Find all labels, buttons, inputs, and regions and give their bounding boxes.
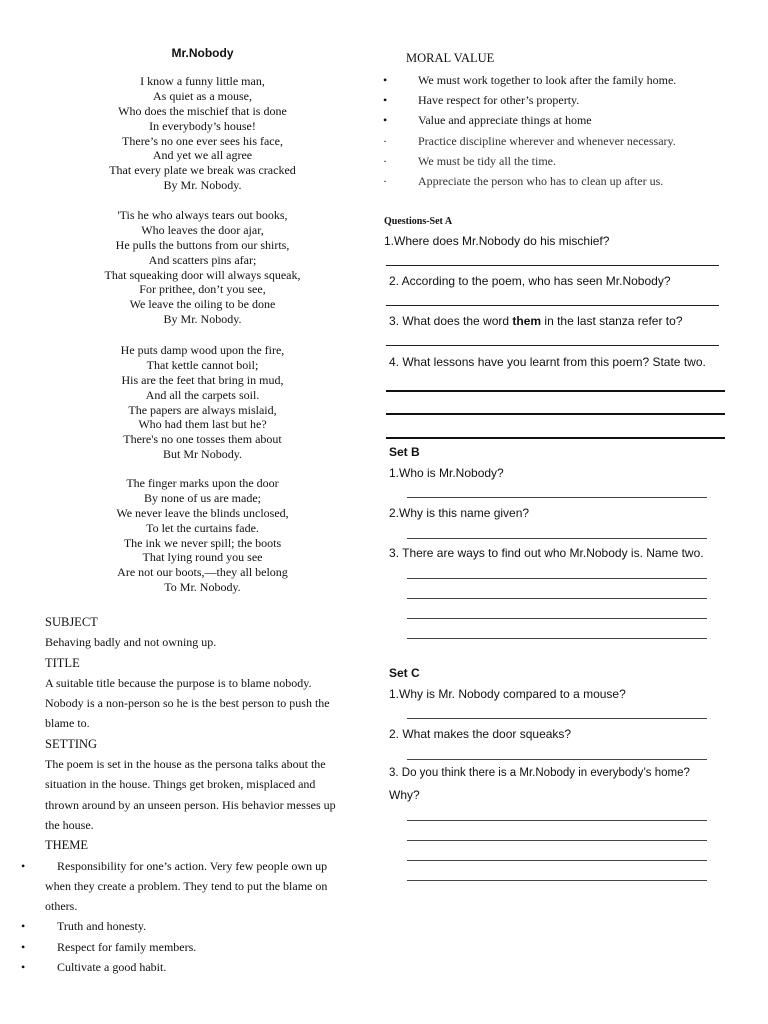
answer-line[interactable]: [386, 437, 725, 439]
poem-line: By Mr. Nobody.: [163, 178, 242, 193]
poem-line: That lying round you see: [142, 550, 263, 565]
poem-line: His are the feet that bring in mud,: [121, 372, 284, 387]
answer-line[interactable]: [386, 413, 725, 415]
bullet-icon: •: [383, 93, 388, 108]
title-text: blame to.: [45, 716, 90, 731]
poem-stanza-2: [0, 208, 405, 327]
theme-bullet-text: Cultivate a good habit.: [57, 960, 167, 975]
bullet-icon: •: [383, 73, 388, 87]
question-keyword: them: [512, 314, 542, 328]
moral-item: [383, 90, 753, 110]
answer-line[interactable]: [407, 718, 707, 719]
questions-heading: Questions-Set A: [384, 216, 453, 227]
theme-bullet-item: [21, 856, 360, 876]
moral-item: [383, 131, 753, 151]
poem-line: Are not our boots,—they all belong: [117, 565, 288, 580]
moral-item-text: Value and appreciate things at home: [418, 113, 592, 128]
moral-item-text: We must be tidy all the time.: [418, 153, 557, 168]
answer-line[interactable]: [386, 305, 719, 306]
question-a4: 4. What lessons have you learnt from this poem? State two.: [389, 355, 706, 369]
setting-text: The poem is set in the house as the persona talks about the: [45, 757, 326, 772]
moral-item: [383, 151, 753, 171]
bullet-icon: •: [21, 960, 26, 975]
question-text: 3. What does the word: [389, 314, 513, 328]
setting-text: the house.: [45, 817, 94, 832]
poem-line: There's no one tosses them about: [123, 432, 282, 447]
moral-item-text: Appreciate the person who has to clean up after us.: [418, 173, 664, 188]
moral-value-heading: MORAL VALUE: [406, 51, 495, 65]
moral-item: [383, 110, 753, 130]
subject-text: Behaving badly and not owning up.: [45, 635, 217, 650]
title-text: A suitable title because the purpose is to blame nobody.: [45, 675, 312, 690]
theme-heading: THEME: [45, 838, 89, 853]
poem-line: The papers are always mislaid,: [128, 402, 277, 417]
poem-line: That squeaking door will always squeak,: [104, 267, 301, 282]
set-b-heading: Set B: [389, 445, 420, 459]
moral-value-list: [383, 70, 753, 191]
bullet-icon: •: [383, 113, 388, 128]
poem-line: Who had them last but he?: [138, 417, 267, 432]
theme-bullet-text: when they create a problem. They tend to put the blame on: [45, 878, 328, 893]
answer-line[interactable]: [407, 820, 707, 821]
subject-heading: SUBJECT: [45, 615, 98, 629]
question-b3: 3. There are ways to find out who Mr.Nobody is. Name two.: [389, 546, 704, 560]
poem-stanza-4: [0, 476, 405, 595]
poem-stanza-1: [0, 74, 405, 193]
poem-line: By Mr. Nobody.: [163, 312, 242, 327]
question-a3: [389, 314, 683, 328]
answer-line[interactable]: [407, 598, 707, 599]
question-a2: 2. According to the poem, who has seen Mr.Nobody?: [389, 274, 671, 288]
poem-line: There’s no one ever sees his face,: [122, 133, 283, 148]
theme-bullet-text: Respect for family members.: [57, 939, 197, 954]
poem-line: That every plate we break was cracked: [109, 163, 296, 178]
question-b2: 2.Why is this name given?: [389, 506, 530, 520]
theme-bullet-text: Truth and honesty.: [57, 919, 147, 934]
answer-line[interactable]: [407, 638, 707, 639]
poem-line: As quiet as a mouse,: [153, 88, 252, 103]
poem-line: We never leave the blinds unclosed,: [116, 505, 289, 520]
set-c-heading: Set C: [389, 666, 420, 680]
setting-text: situation in the house. Things get broken, misplaced and: [45, 777, 316, 792]
dot-icon: ·: [383, 133, 387, 148]
poem-line: That kettle cannot boil;: [146, 357, 259, 372]
theme-bullet-item: [21, 916, 360, 936]
dot-icon: ·: [383, 173, 387, 188]
answer-line[interactable]: [407, 538, 707, 539]
poem-stanza-3: [0, 343, 405, 462]
question-c1: 1.Why is Mr. Nobody compared to a mouse?: [389, 687, 626, 701]
poem-line: To Mr. Nobody.: [164, 580, 241, 595]
poem-line: 'Tis he who always tears out books,: [117, 208, 288, 222]
theme-bullet-item: [21, 957, 360, 977]
poem-line: For prithee, don’t you see,: [139, 282, 266, 297]
bullet-icon: •: [21, 939, 26, 954]
question-c3: 3. Do you think there is a Mr.Nobody in everybody’s home?: [389, 767, 690, 779]
theme-bullet-item: [21, 937, 360, 957]
poem-line: In everybody’s house!: [149, 118, 256, 133]
question-text: in the last stanza refer to?: [541, 314, 683, 328]
moral-item: [383, 70, 753, 90]
answer-line[interactable]: [407, 880, 707, 881]
moral-item-text: We must work together to look after the family home.: [418, 73, 677, 87]
title-heading: TITLE: [45, 655, 80, 670]
poem-line: By none of us are made;: [144, 490, 261, 505]
answer-line[interactable]: [407, 497, 707, 498]
poem-line: And all the carpets soil.: [145, 387, 260, 402]
poem-line: Who leaves the door ajar,: [141, 222, 264, 237]
answer-line[interactable]: [407, 860, 707, 861]
poem-line: He pulls the buttons from our shirts,: [115, 237, 290, 252]
answer-line[interactable]: [386, 345, 719, 346]
poem-line: The finger marks upon the door: [126, 476, 279, 490]
answer-line[interactable]: [386, 265, 719, 266]
answer-line[interactable]: [407, 578, 707, 579]
title-text: Nobody is a non-person so he is the best person to push the: [45, 696, 330, 711]
moral-item-text: Practice discipline wherever and whenever necessary.: [418, 133, 676, 148]
poem-line: But Mr Nobody.: [163, 447, 242, 462]
poem-line: To let the curtains fade.: [146, 520, 259, 535]
poem-line: And yet we all agree: [152, 148, 253, 163]
poem-line: Who does the mischief that is done: [118, 103, 287, 118]
poem-title: Mr.Nobody: [171, 46, 234, 60]
dot-icon: ·: [383, 153, 387, 168]
bullet-icon: •: [21, 858, 26, 873]
answer-line[interactable]: [386, 390, 725, 392]
setting-text: thrown around by an unseen person. His behavior messes up: [45, 797, 336, 812]
question-c3-why: Why?: [389, 788, 420, 802]
bullet-icon: •: [21, 919, 26, 934]
theme-bullet-text: others.: [45, 899, 78, 914]
moral-item-text: Have respect for other’s property.: [418, 93, 580, 108]
moral-item: [383, 171, 753, 191]
question-c2: 2. What makes the door squeaks?: [389, 727, 572, 741]
question-b1: 1.Who is Mr.Nobody?: [389, 466, 504, 480]
answer-line[interactable]: [407, 840, 707, 841]
poem-line: We leave the oiling to be done: [129, 297, 276, 312]
question-a1: 1.Where does Mr.Nobody do his mischief?: [384, 234, 610, 248]
poem-line: He puts damp wood upon the fire,: [120, 343, 285, 357]
setting-heading: SETTING: [45, 736, 98, 751]
poem-line: I know a funny little man,: [140, 74, 265, 88]
poem-line: And scatters pins afar;: [148, 252, 257, 267]
poem-analysis: [21, 612, 360, 977]
theme-bullet-text: Responsibility for one’s action. Very few people own up: [57, 858, 328, 873]
answer-line[interactable]: [407, 759, 707, 760]
poem-line: The ink we never spill; the boots: [123, 535, 282, 550]
answer-line[interactable]: [407, 618, 707, 619]
